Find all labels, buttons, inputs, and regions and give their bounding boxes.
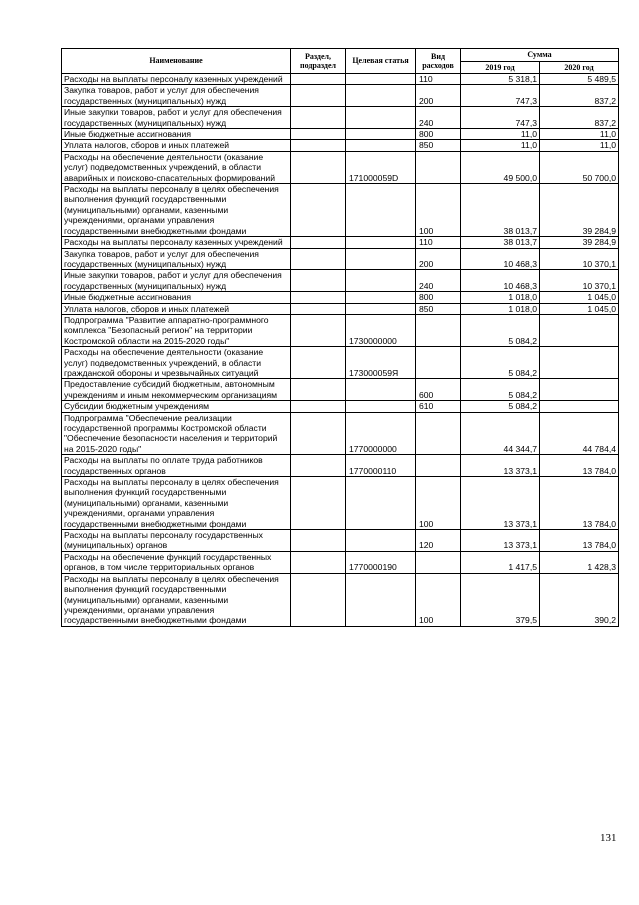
- budget-table: [61, 48, 619, 627]
- table-row: [62, 184, 619, 237]
- table-row: [62, 530, 619, 552]
- row-sum-2019: 747,3: [461, 85, 540, 107]
- header-target: Целевая статья: [346, 49, 416, 74]
- row-target: [346, 379, 416, 401]
- table-row: [62, 477, 619, 530]
- row-section: [291, 151, 346, 183]
- row-section: [291, 530, 346, 552]
- row-section: [291, 74, 346, 85]
- row-sum-2019: 10 468,3: [461, 270, 540, 292]
- table-row: [62, 347, 619, 379]
- row-target: [346, 237, 416, 248]
- row-type: 850: [416, 140, 461, 151]
- row-target: [346, 107, 416, 129]
- row-sum-2020: 44 784,4: [540, 412, 619, 455]
- row-section: [291, 303, 346, 314]
- row-name: Иные закупки товаров, работ и услуг для обеспечения государственных (муниципальных) нужд: [62, 107, 291, 129]
- row-target: [346, 129, 416, 140]
- row-sum-2020: 11,0: [540, 140, 619, 151]
- row-type: [416, 455, 461, 477]
- row-sum-2020: 39 284,9: [540, 237, 619, 248]
- row-sum-2020: 39 284,9: [540, 184, 619, 237]
- row-name: Расходы на выплаты персоналу казенных учреждений: [62, 74, 291, 85]
- header-section: Раздел, подраздел: [291, 49, 346, 74]
- row-sum-2020: 11,0: [540, 129, 619, 140]
- row-type: 100: [416, 573, 461, 626]
- row-type: 110: [416, 74, 461, 85]
- row-target: 173000059Я: [346, 347, 416, 379]
- row-sum-2020: 390,2: [540, 573, 619, 626]
- table-row: [62, 85, 619, 107]
- row-section: [291, 347, 346, 379]
- row-target: [346, 573, 416, 626]
- row-name: Расходы на выплаты по оплате труда работников государственных органов: [62, 455, 291, 477]
- table-row: [62, 412, 619, 455]
- row-name: Уплата налогов, сборов и иных платежей: [62, 140, 291, 151]
- table-row: [62, 379, 619, 401]
- row-sum-2020: 1 045,0: [540, 292, 619, 303]
- row-name: Субсидии бюджетным учреждениям: [62, 401, 291, 412]
- row-target: [346, 303, 416, 314]
- row-section: [291, 401, 346, 412]
- row-sum-2019: 747,3: [461, 107, 540, 129]
- row-name: Подпрограмма "Обеспечение реализации государственной программы Костромской области "Обеспечение безопасности населения и территорий на 2015-2020 годы": [62, 412, 291, 455]
- row-sum-2019: 1 018,0: [461, 303, 540, 314]
- row-type: 100: [416, 477, 461, 530]
- row-name: Уплата налогов, сборов и иных платежей: [62, 303, 291, 314]
- row-sum-2019: 49 500,0: [461, 151, 540, 183]
- table-row: [62, 270, 619, 292]
- row-name: Расходы на обеспечение функций государственных органов, в том числе территориальных органов: [62, 551, 291, 573]
- row-type: [416, 314, 461, 346]
- row-sum-2020: [540, 401, 619, 412]
- row-sum-2019: 5 318,1: [461, 74, 540, 85]
- row-section: [291, 551, 346, 573]
- row-type: [416, 551, 461, 573]
- row-target: [346, 248, 416, 270]
- row-type: 200: [416, 85, 461, 107]
- row-sum-2020: 13 784,0: [540, 530, 619, 552]
- row-target: [346, 292, 416, 303]
- row-sum-2020: 10 370,1: [540, 248, 619, 270]
- row-type: [416, 412, 461, 455]
- row-target: [346, 477, 416, 530]
- table-row: [62, 292, 619, 303]
- row-target: 171000059D: [346, 151, 416, 183]
- row-sum-2019: 11,0: [461, 129, 540, 140]
- row-target: [346, 85, 416, 107]
- row-section: [291, 314, 346, 346]
- table-body: [62, 74, 619, 627]
- row-section: [291, 248, 346, 270]
- row-target: 1730000000: [346, 314, 416, 346]
- table-row: [62, 140, 619, 151]
- row-sum-2019: 5 084,2: [461, 401, 540, 412]
- row-name: Иные бюджетные ассигнования: [62, 292, 291, 303]
- row-type: 240: [416, 107, 461, 129]
- row-sum-2019: 10 468,3: [461, 248, 540, 270]
- table-row: [62, 74, 619, 85]
- header-type: Вид расходов: [416, 49, 461, 74]
- row-type: 200: [416, 248, 461, 270]
- row-sum-2019: 38 013,7: [461, 184, 540, 237]
- row-type: 850: [416, 303, 461, 314]
- row-name: Закупка товаров, работ и услуг для обеспечения государственных (муниципальных) нужд: [62, 85, 291, 107]
- table-row: [62, 248, 619, 270]
- row-sum-2020: 13 784,0: [540, 477, 619, 530]
- row-sum-2020: [540, 314, 619, 346]
- row-name: Расходы на выплаты персоналу в целях обеспечения выполнения функций государственными (муниципальными) органами, казенными учреждениями, органами управления государственными внебюджетными фондами: [62, 184, 291, 237]
- row-sum-2020: 1 045,0: [540, 303, 619, 314]
- row-target: [346, 530, 416, 552]
- row-target: 1770000190: [346, 551, 416, 573]
- row-name: Закупка товаров, работ и услуг для обеспечения государственных (муниципальных) нужд: [62, 248, 291, 270]
- row-sum-2019: 5 084,2: [461, 379, 540, 401]
- header-name: Наименование: [62, 49, 291, 74]
- row-type: 240: [416, 270, 461, 292]
- table-row: [62, 573, 619, 626]
- table-row: [62, 401, 619, 412]
- table-row: [62, 107, 619, 129]
- row-sum-2019: 13 373,1: [461, 530, 540, 552]
- row-target: [346, 140, 416, 151]
- row-name: Расходы на обеспечение деятельности (оказание услуг) подведомственных учреждений, в области гражданской обороны и чрезвычайных ситуаций: [62, 347, 291, 379]
- row-type: [416, 151, 461, 183]
- row-sum-2019: 1 018,0: [461, 292, 540, 303]
- table-row: [62, 151, 619, 183]
- row-target: 1770000110: [346, 455, 416, 477]
- row-target: [346, 184, 416, 237]
- row-sum-2019: 1 417,5: [461, 551, 540, 573]
- row-type: 800: [416, 292, 461, 303]
- row-type: 800: [416, 129, 461, 140]
- row-type: 120: [416, 530, 461, 552]
- table-row: [62, 237, 619, 248]
- row-name: Подпрограмма "Развитие аппаратно-программного комплекса "Безопасный регион" на территории Костромской области на 2015-2020 годы": [62, 314, 291, 346]
- table-header: [62, 49, 619, 74]
- row-section: [291, 270, 346, 292]
- row-sum-2020: [540, 379, 619, 401]
- row-name: Предоставление субсидий бюджетным, автономным учреждениям и иным некоммерческим организациям: [62, 379, 291, 401]
- row-sum-2019: 379,5: [461, 573, 540, 626]
- row-sum-2020: [540, 347, 619, 379]
- table-row: [62, 314, 619, 346]
- row-sum-2020: 5 489,5: [540, 74, 619, 85]
- row-section: [291, 140, 346, 151]
- row-sum-2019: 13 373,1: [461, 455, 540, 477]
- row-name: Расходы на выплаты персоналу государственных (муниципальных) органов: [62, 530, 291, 552]
- row-sum-2020: 837,2: [540, 107, 619, 129]
- row-sum-2019: 44 344,7: [461, 412, 540, 455]
- row-section: [291, 412, 346, 455]
- row-target: 1770000000: [346, 412, 416, 455]
- row-target: [346, 74, 416, 85]
- row-section: [291, 85, 346, 107]
- table-row: [62, 551, 619, 573]
- header-year-2019: 2019 год: [461, 61, 540, 74]
- row-sum-2020: 50 700,0: [540, 151, 619, 183]
- row-type: 100: [416, 184, 461, 237]
- row-target: [346, 401, 416, 412]
- row-type: 610: [416, 401, 461, 412]
- row-name: Иные закупки товаров, работ и услуг для обеспечения государственных (муниципальных) нужд: [62, 270, 291, 292]
- row-sum-2019: 38 013,7: [461, 237, 540, 248]
- row-sum-2020: 1 428,3: [540, 551, 619, 573]
- header-year-2020: 2020 год: [540, 61, 619, 74]
- row-sum-2020: 13 784,0: [540, 455, 619, 477]
- row-type: 110: [416, 237, 461, 248]
- table-row: [62, 455, 619, 477]
- row-name: Расходы на выплаты персоналу в целях обеспечения выполнения функций государственными (муниципальными) органами, казенными учреждениями, органами управления государственными внебюджетными фондами: [62, 477, 291, 530]
- row-section: [291, 292, 346, 303]
- table-row: [62, 303, 619, 314]
- row-name: Расходы на обеспечение деятельности (оказание услуг) подведомственных учреждений, в области аварийных и поисково-спасательных формирований: [62, 151, 291, 183]
- row-section: [291, 237, 346, 248]
- row-sum-2019: 5 084,2: [461, 314, 540, 346]
- row-type: 600: [416, 379, 461, 401]
- row-sum-2019: 13 373,1: [461, 477, 540, 530]
- page-number: 131: [600, 832, 617, 844]
- row-sum-2020: 837,2: [540, 85, 619, 107]
- table-row: [62, 129, 619, 140]
- row-type: [416, 347, 461, 379]
- row-section: [291, 184, 346, 237]
- row-section: [291, 129, 346, 140]
- row-name: Иные бюджетные ассигнования: [62, 129, 291, 140]
- row-target: [346, 270, 416, 292]
- row-sum-2020: 10 370,1: [540, 270, 619, 292]
- row-section: [291, 573, 346, 626]
- row-sum-2019: 11,0: [461, 140, 540, 151]
- row-name: Расходы на выплаты персоналу казенных учреждений: [62, 237, 291, 248]
- row-name: Расходы на выплаты персоналу в целях обеспечения выполнения функций государственными (муниципальными) органами, казенными учреждениями, органами управления государственными внебюджетными фондами: [62, 573, 291, 626]
- header-sum: Сумма: [461, 49, 619, 62]
- row-section: [291, 477, 346, 530]
- row-section: [291, 455, 346, 477]
- row-section: [291, 379, 346, 401]
- row-section: [291, 107, 346, 129]
- row-sum-2019: 5 084,2: [461, 347, 540, 379]
